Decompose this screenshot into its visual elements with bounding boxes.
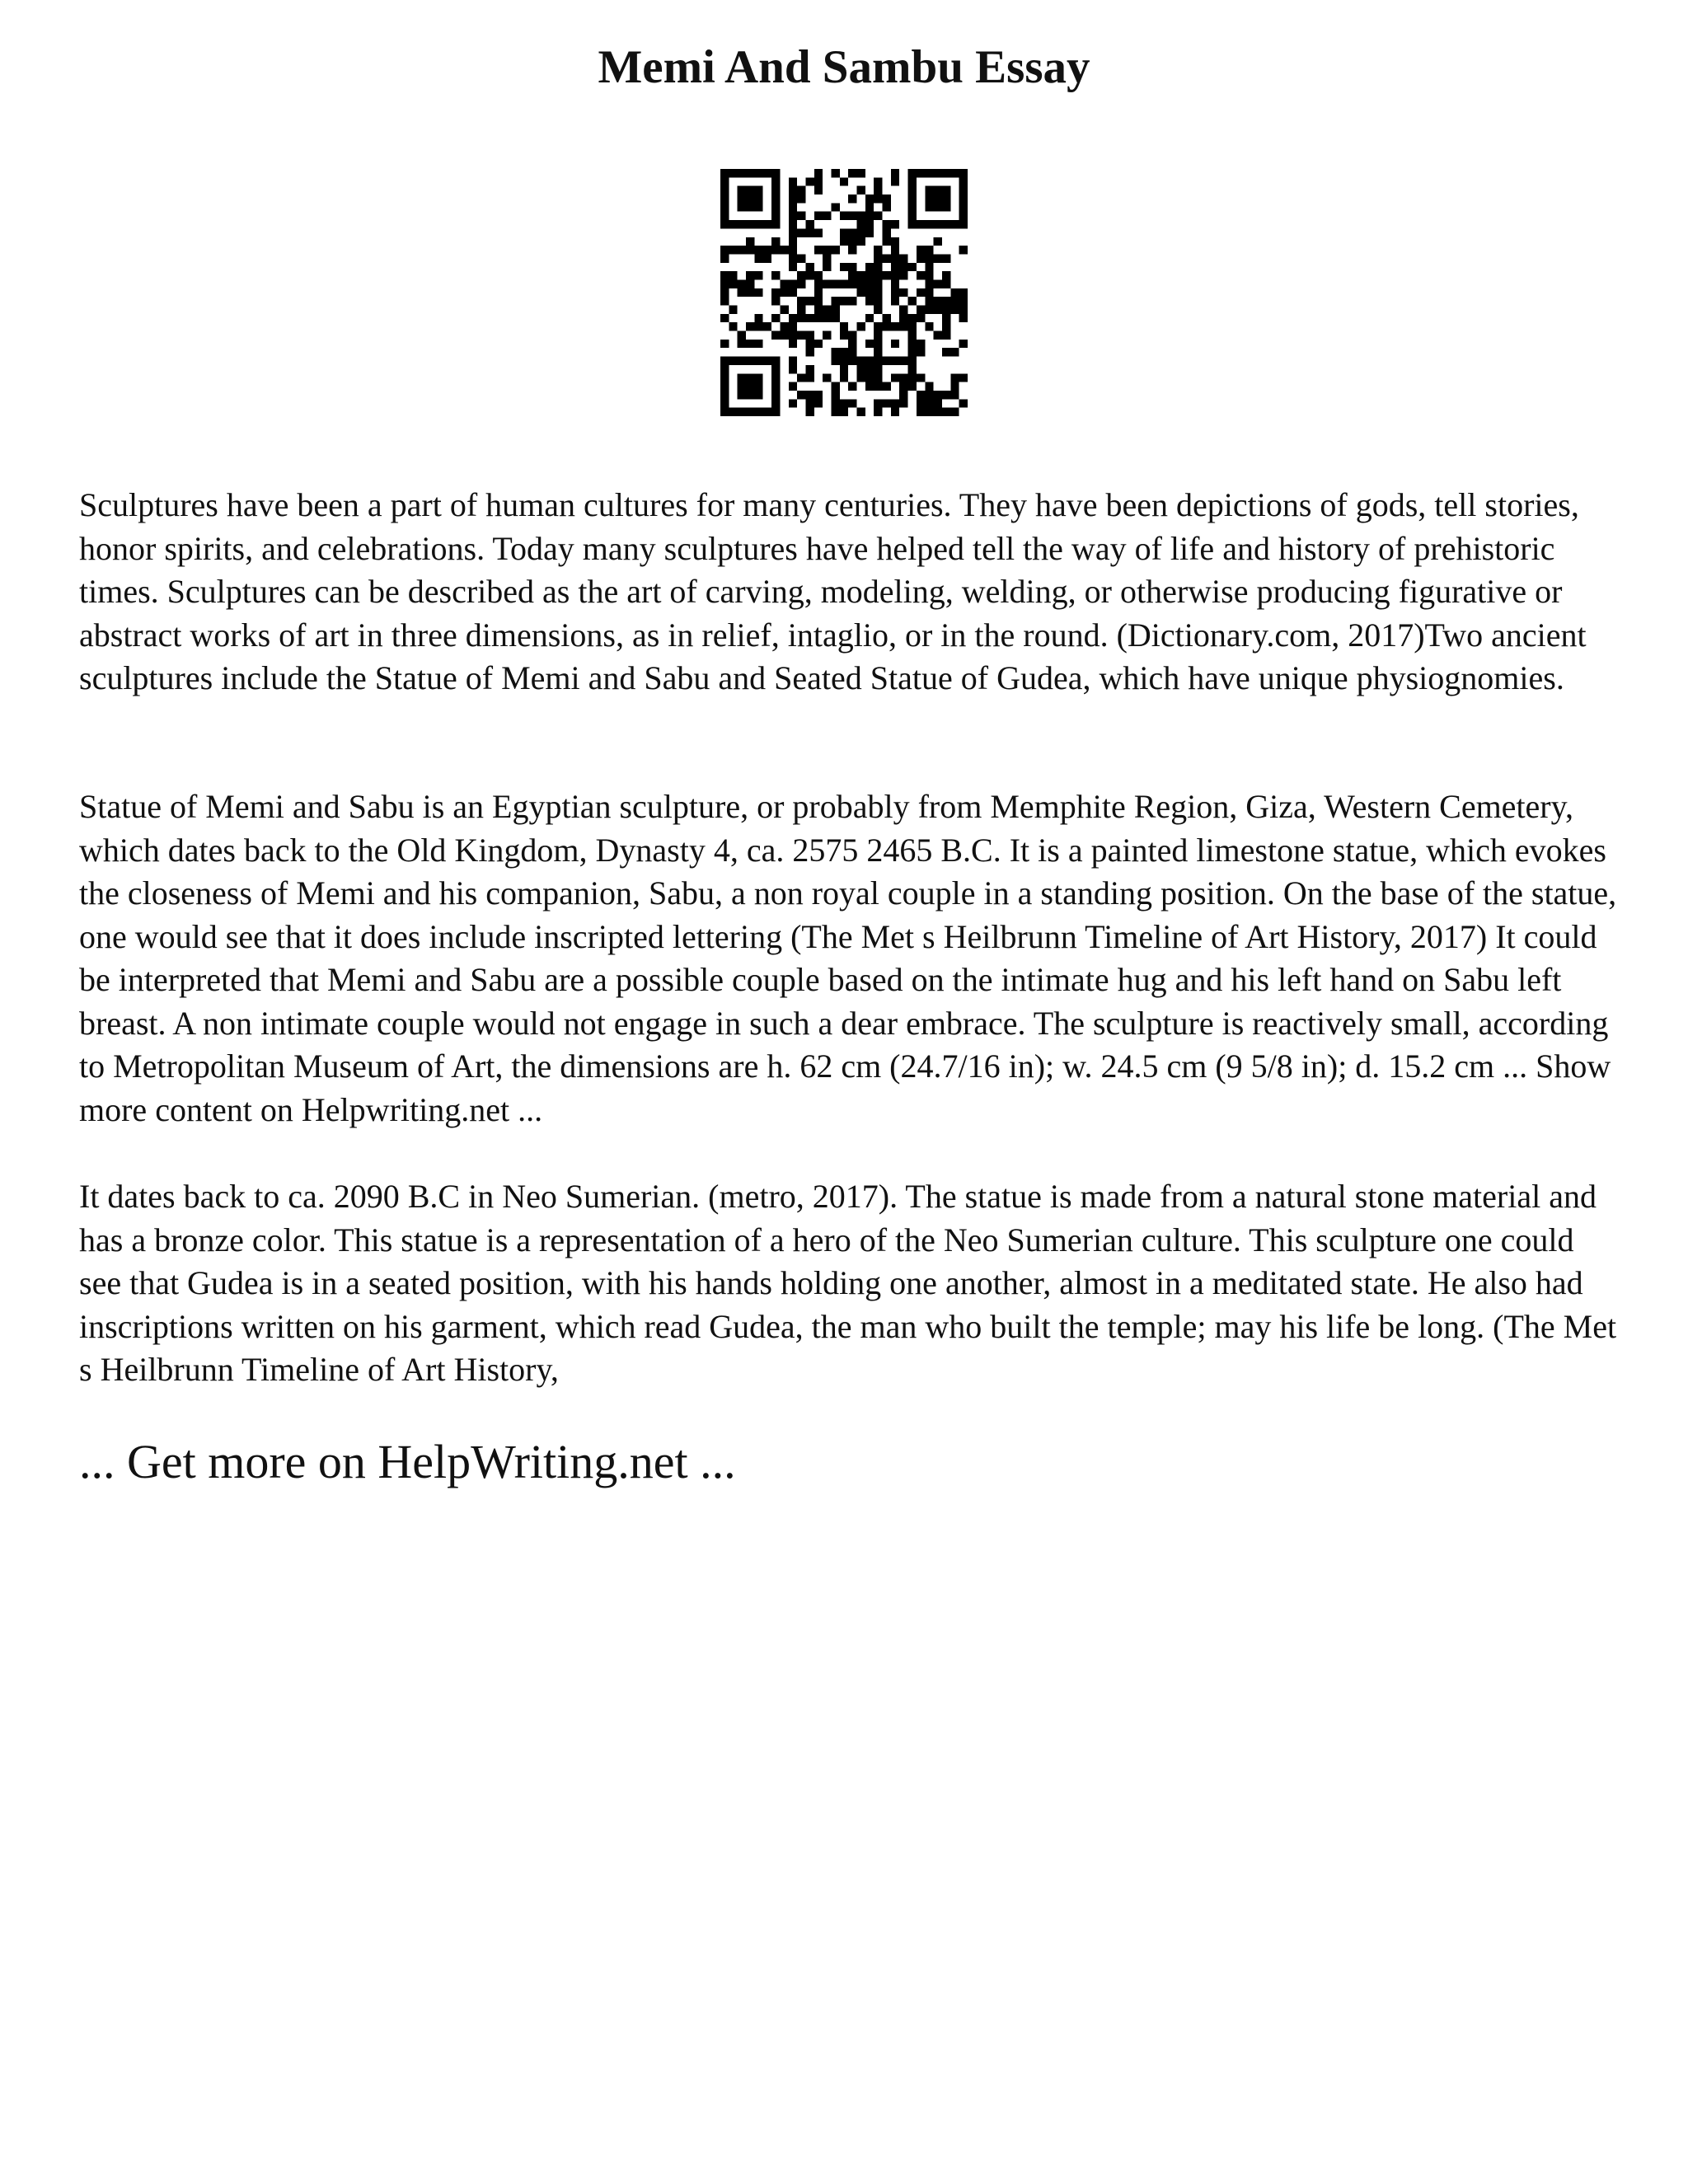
qr-code xyxy=(720,169,968,416)
paragraph-memi-sabu: Statue of Memi and Sabu is an Egyptian sculpture, or probably from Memphite Region, Giza, Western Cemetery, which dates back to the Old Kingdom, Dynasty 4, ca. 2575 2465 B.C. It is a painted limestone statue, which evokes the closeness of Memi and his companion, Sabu, a non royal couple in a standing position. On the base of the statue, one would see that it does include inscripted lettering (The Met s Heilbrunn Timeline of Art History, 2017) It could be interpreted that Memi and Sabu are a possible couple based on the intimate hug and his left hand on Sabu left breast. A non intimate couple would not engage in such a dear embrace. The sculpture is reactively small, according to Metropolitan Museum of Art, the dimensions are h. 62 cm (24.7/16 in); w. 24.5 cm (9 5/8 in); d. 15.2 cm ... Show more content on Helpwriting.net ... xyxy=(79,788,1617,1128)
qr-code-icon xyxy=(720,169,968,416)
paragraph-gudea: It dates back to ca. 2090 B.C in Neo Sumerian. (metro, 2017). The statue is made from a natural stone material and has a bronze color. This statue is a representation of a hero of the Neo Sumerian culture. This sculpture one could see that Gudea is in a seated position, with his hands holding one another, almost in a meditated state. He also had inscriptions written on his garment, which read Gudea, the man who built the temple; may his life be long. (The Met s Heilbrunn Timeline of Art History, xyxy=(79,1178,1617,1388)
document-title: Memi And Sambu Essay xyxy=(598,41,1090,93)
paragraph-intro: Sculptures have been a part of human cultures for many centuries. They have been depictions of gods, tell stories, honor spirits, and celebrations. Today many sculptures have helped tell the way of life and history of prehistoric times. Sculptures can be described as the art of carving, modeling, welding, or otherwise producing figurative or abstract works of art in three dimensions, as in relief, intaglio, or in the round. (Dictionary.com, 2017)Two ancient sculptures include the Statue of Memi and Sabu and Seated Statue of Gudea, which have unique physiognomies. xyxy=(79,486,1587,696)
get-more-link[interactable]: ... Get more on HelpWriting.net ... xyxy=(79,1435,736,1488)
